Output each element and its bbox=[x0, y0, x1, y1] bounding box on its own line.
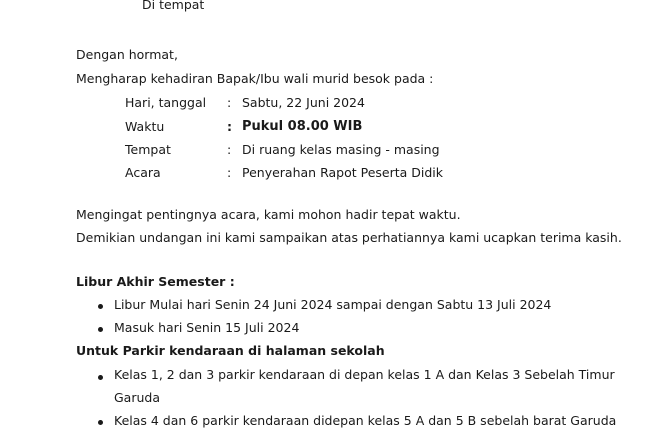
detail-label: Hari, tanggal bbox=[125, 95, 207, 110]
list-item-text: Libur Mulai hari Senin 24 Juni 2024 sampai dengan Sabtu 13 Juli 2024 bbox=[114, 297, 552, 312]
detail-value: Penyerahan Rapot Peserta Didik bbox=[242, 165, 444, 180]
list-item-text: Kelas 1, 2 dan 3 parkir kendaraan di depan kelas 1 A dan Kelas 3 Sebelah Timur bbox=[114, 367, 615, 382]
closing-text: Demikian undangan ini kami sampaikan atas perhatiannya kami ucapkan terima kasih. bbox=[76, 230, 622, 245]
detail-colon: : bbox=[227, 95, 232, 110]
detail-value: Sabtu, 22 Juni 2024 bbox=[242, 95, 365, 110]
detail-colon: : bbox=[227, 142, 232, 157]
detail-label: Tempat bbox=[125, 142, 171, 157]
detail-value: Pukul 08.00 WIB bbox=[242, 119, 363, 134]
detail-label: Waktu bbox=[125, 119, 165, 134]
detail-colon: : bbox=[227, 165, 232, 180]
detail-colon: : bbox=[227, 119, 232, 134]
reminder-text: Mengingat pentingnya acara, kami mohon hadir tepat waktu. bbox=[76, 207, 461, 222]
detail-value: Di ruang kelas masing - masing bbox=[242, 142, 440, 157]
bullet-icon bbox=[98, 304, 103, 309]
intro-text: Mengharap kehadiran Bapak/Ibu wali murid besok pada : bbox=[76, 71, 434, 86]
holiday-heading: Libur Akhir Semester : bbox=[76, 274, 235, 289]
bullet-icon bbox=[98, 327, 103, 332]
bullet-icon bbox=[98, 420, 103, 425]
list-item-text: Kelas 4 dan 6 parkir kendaraan didepan kelas 5 A dan 5 B sebelah barat Garuda bbox=[114, 413, 617, 428]
list-item-text-continued: Garuda bbox=[114, 390, 161, 405]
parking-heading: Untuk Parkir kendaraan di halaman sekolah bbox=[76, 343, 385, 358]
recipient-place: Di tempat bbox=[142, 0, 205, 12]
list-item-text: Masuk hari Senin 15 Juli 2024 bbox=[114, 320, 300, 335]
detail-label: Acara bbox=[125, 165, 161, 180]
salutation: Dengan hormat, bbox=[76, 47, 178, 62]
bullet-icon bbox=[98, 375, 103, 380]
